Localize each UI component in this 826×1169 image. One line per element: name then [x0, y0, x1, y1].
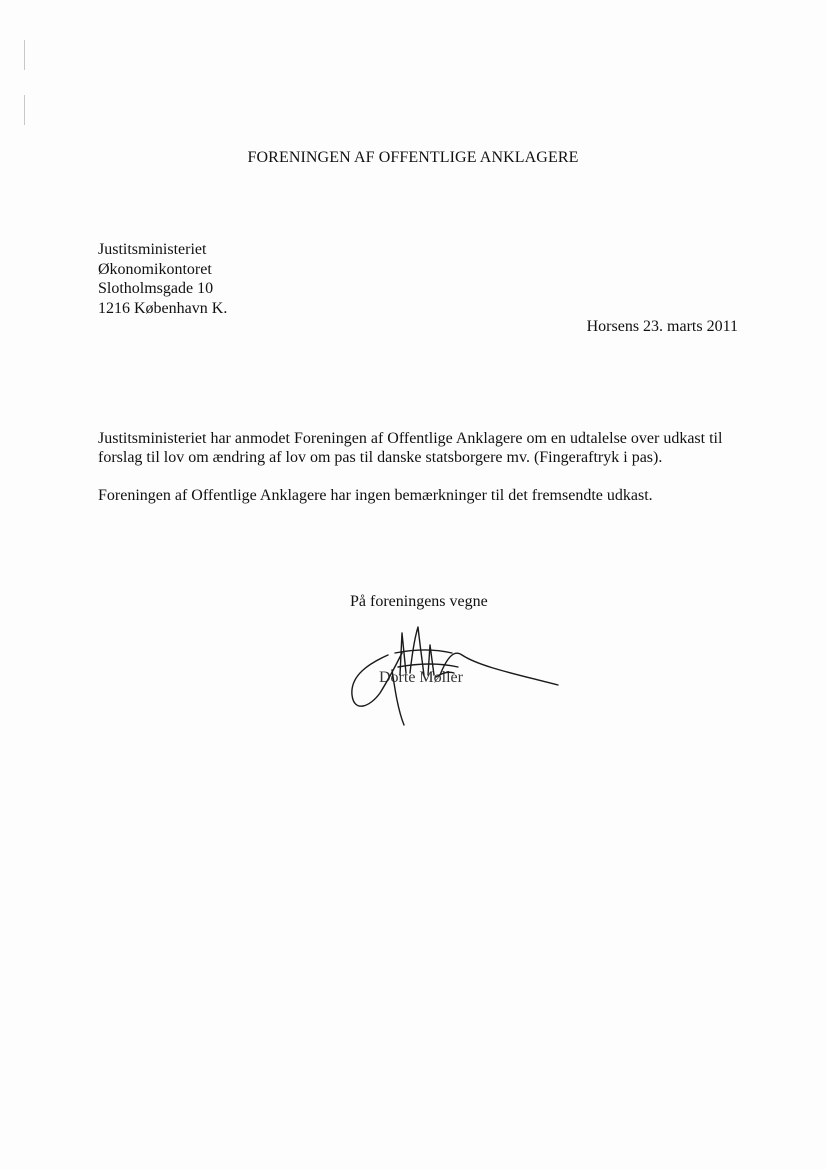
- address-line: Justitsministeriet: [98, 241, 207, 258]
- scan-mark: [24, 95, 25, 125]
- address-line: 1216 København K.: [98, 299, 228, 317]
- handwritten-signature: [340, 615, 570, 735]
- body-paragraph: Foreningen af Offentlige Anklagere har ingen bemærkninger til det fremsendte udkast.: [98, 487, 653, 504]
- date-line: Horsens 23. marts 2011: [586, 318, 738, 335]
- closing-line: På foreningens vegne: [350, 593, 488, 610]
- recipient-address: [98, 240, 227, 318]
- signer-name: Dorte Møller: [379, 669, 463, 686]
- document-heading: FORENINGEN AF OFFENTLIGE ANKLAGERE: [247, 149, 579, 166]
- scan-mark: [24, 40, 25, 70]
- body-paragraph: Justitsministeriet har anmodet Foreningen af Offentlige Anklagere om en udtalelse over udkast til forslag til lov om ændring af lov om pas til danske statsborgere mv. (Fingeraftryk i pas).: [98, 430, 723, 466]
- address-line: Slotholmsgade 10: [98, 280, 214, 297]
- address-line: Økonomikontoret: [98, 260, 212, 278]
